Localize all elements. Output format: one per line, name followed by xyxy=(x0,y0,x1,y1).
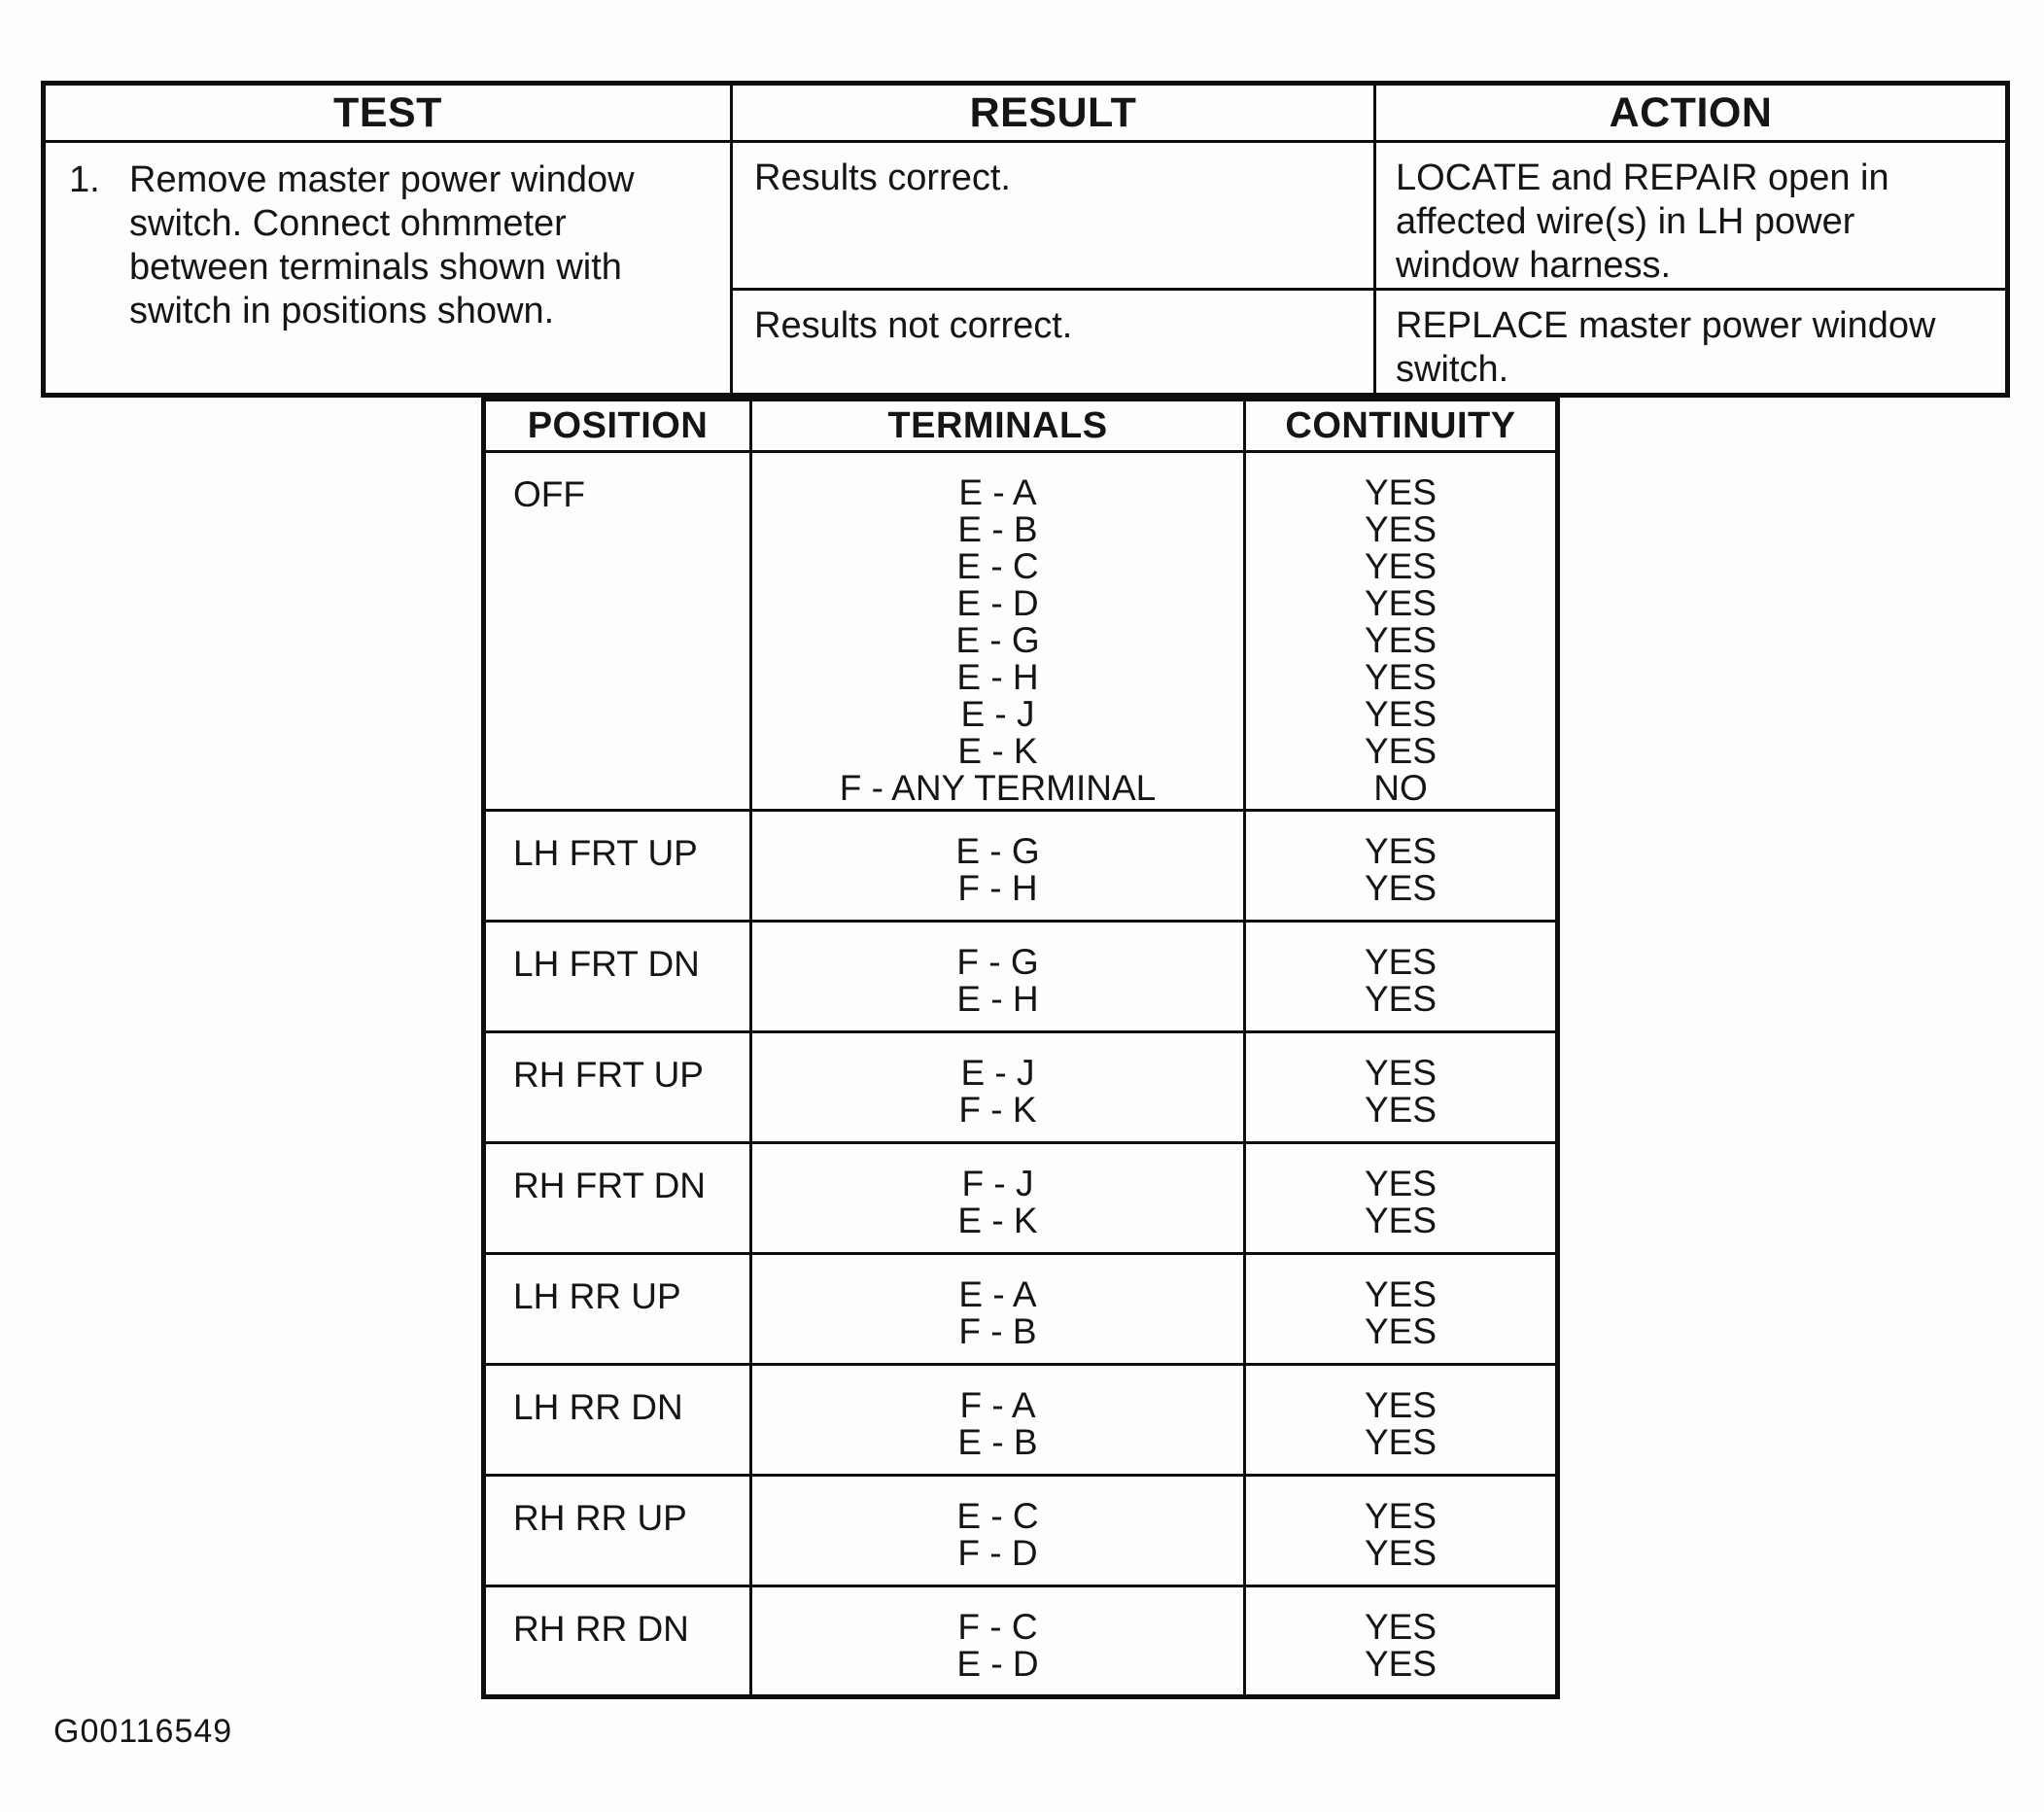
col-header-position: POSITION xyxy=(484,400,751,452)
continuity-value: YES xyxy=(1364,509,1438,549)
continuity-cell xyxy=(1245,452,1558,811)
continuity-value: YES xyxy=(1364,1164,1438,1203)
continuity-value: NO xyxy=(1373,768,1428,808)
continuity-cell xyxy=(1245,1143,1558,1254)
position-cell: RH RR DN xyxy=(484,1586,751,1697)
switch-continuity-table xyxy=(481,397,1560,1699)
terminal-pair: E - H xyxy=(956,657,1039,697)
header-row xyxy=(484,400,1558,452)
test-instructions: Remove master power window switch. Connect ohmmeter between terminals shown with switch in positions shown. xyxy=(129,159,635,331)
terminals-cell xyxy=(751,1365,1245,1476)
continuity-value: YES xyxy=(1364,1311,1438,1351)
action-text: REPLACE master power window switch. xyxy=(1396,305,1936,390)
continuity-value: YES xyxy=(1364,942,1438,982)
table-row xyxy=(484,1586,1558,1697)
continuity-value: YES xyxy=(1364,1053,1438,1093)
terminals-cell xyxy=(751,1586,1245,1697)
terminal-pair: E - J xyxy=(960,1053,1035,1093)
position-cell: RH RR UP xyxy=(484,1476,751,1586)
header-row xyxy=(44,84,2008,142)
result-text: Results correct. xyxy=(754,157,1011,198)
continuity-cell xyxy=(1245,1476,1558,1586)
terminal-pair: F - G xyxy=(956,942,1039,982)
col-header-result: RESULT xyxy=(732,84,1375,142)
figure-code: G00116549 xyxy=(53,1713,233,1750)
terminal-pair: E - C xyxy=(956,1496,1039,1536)
terminal-pair: E - G xyxy=(955,831,1040,871)
terminals-cell xyxy=(751,1476,1245,1586)
continuity-cell xyxy=(1245,1254,1558,1365)
continuity-value: YES xyxy=(1364,1533,1438,1573)
result-text: Results not correct. xyxy=(754,305,1073,346)
terminal-pair: E - B xyxy=(957,509,1038,549)
col-header-action: ACTION xyxy=(1375,84,2008,142)
terminal-pair: F - B xyxy=(958,1311,1037,1351)
result-cell xyxy=(732,290,1375,396)
step-number: 1. xyxy=(69,159,100,200)
terminal-pair: F - C xyxy=(957,1607,1038,1647)
terminals-cell xyxy=(751,1254,1245,1365)
table-row xyxy=(484,922,1558,1032)
table-row xyxy=(484,811,1558,922)
table-row xyxy=(484,1254,1558,1365)
continuity-value: YES xyxy=(1364,472,1438,512)
col-header-test: TEST xyxy=(44,84,732,142)
position-cell: LH RR DN xyxy=(484,1365,751,1476)
terminal-pair: F - J xyxy=(961,1164,1034,1203)
terminal-pair: F - ANY TERMINAL xyxy=(839,768,1157,808)
action-text: LOCATE and REPAIR open in affected wire(s) in LH power window harness. xyxy=(1396,157,1889,286)
continuity-cell xyxy=(1245,1586,1558,1697)
result-cell xyxy=(732,142,1375,290)
continuity-value: YES xyxy=(1364,1274,1438,1314)
position-cell: RH FRT DN xyxy=(484,1143,751,1254)
action-cell xyxy=(1375,142,2008,290)
position-cell: LH RR UP xyxy=(484,1254,751,1365)
terminal-pair: F - K xyxy=(958,1090,1037,1130)
terminal-pair: E - A xyxy=(958,1274,1037,1314)
continuity-cell xyxy=(1245,922,1558,1032)
continuity-value: YES xyxy=(1364,979,1438,1019)
position-cell: RH FRT UP xyxy=(484,1032,751,1143)
position-cell: LH FRT DN xyxy=(484,922,751,1032)
position-cell: OFF xyxy=(484,452,751,811)
continuity-value: YES xyxy=(1364,546,1438,586)
table-row xyxy=(44,142,2008,290)
terminal-pair: E - K xyxy=(957,731,1038,771)
continuity-value: YES xyxy=(1364,1201,1438,1240)
terminals-cell xyxy=(751,922,1245,1032)
continuity-value: YES xyxy=(1364,1385,1438,1425)
terminal-pair: E - C xyxy=(956,546,1039,586)
continuity-value: YES xyxy=(1364,1607,1438,1647)
table-row xyxy=(484,1476,1558,1586)
terminals-cell xyxy=(751,1032,1245,1143)
terminal-pair: F - D xyxy=(957,1533,1038,1573)
continuity-value: YES xyxy=(1364,1644,1438,1684)
continuity-value: YES xyxy=(1364,620,1438,660)
continuity-value: YES xyxy=(1364,657,1438,697)
terminal-pair: E - K xyxy=(957,1201,1038,1240)
table-row xyxy=(484,1365,1558,1476)
continuity-value: YES xyxy=(1364,731,1438,771)
terminal-pair: F - A xyxy=(959,1385,1036,1425)
continuity-cell xyxy=(1245,1032,1558,1143)
col-header-continuity: CONTINUITY xyxy=(1245,400,1558,452)
continuity-value: YES xyxy=(1364,1090,1438,1130)
table-row xyxy=(484,1032,1558,1143)
continuity-value: YES xyxy=(1364,868,1438,908)
terminal-pair: E - D xyxy=(956,583,1039,623)
terminal-pair: E - H xyxy=(956,979,1039,1019)
continuity-cell xyxy=(1245,811,1558,922)
terminals-cell xyxy=(751,452,1245,811)
terminal-pair: E - G xyxy=(955,620,1040,660)
terminal-pair: E - B xyxy=(957,1422,1038,1462)
position-cell: LH FRT UP xyxy=(484,811,751,922)
action-cell xyxy=(1375,290,2008,396)
terminal-pair: F - H xyxy=(957,868,1038,908)
continuity-value: YES xyxy=(1364,1496,1438,1536)
terminal-pair: E - J xyxy=(960,694,1035,734)
continuity-cell xyxy=(1245,1365,1558,1476)
continuity-value: YES xyxy=(1364,694,1438,734)
terminal-pair: E - D xyxy=(956,1644,1039,1684)
test-result-action-table xyxy=(41,81,2010,398)
col-header-terminals: TERMINALS xyxy=(751,400,1245,452)
terminals-cell xyxy=(751,1143,1245,1254)
continuity-value: YES xyxy=(1364,583,1438,623)
continuity-value: YES xyxy=(1364,831,1438,871)
table-row xyxy=(484,452,1558,811)
terminal-pair: E - A xyxy=(958,472,1037,512)
continuity-value: YES xyxy=(1364,1422,1438,1462)
table-row xyxy=(484,1143,1558,1254)
test-cell xyxy=(44,142,732,396)
terminals-cell xyxy=(751,811,1245,922)
